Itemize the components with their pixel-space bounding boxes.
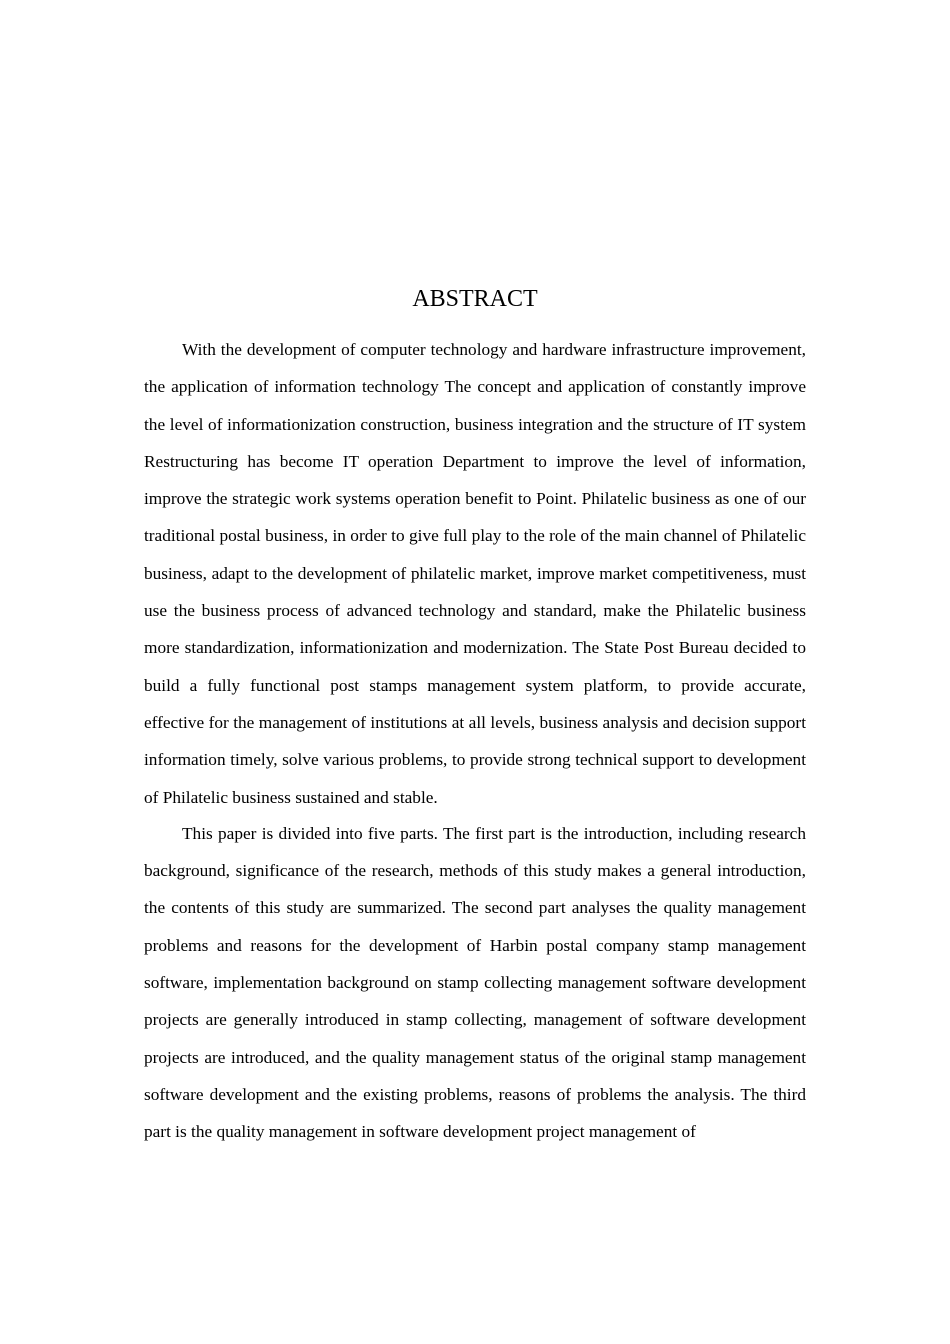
abstract-paragraph-1: With the development of computer technology and hardware infrastructure improvement, the application of information technology The concept and application of constantly improve the level of informationization construction, business integration and the structure of IT system Restructuring has become IT operation Department to improve the level of information, improve the strategic work systems operation benefit to Point. Philatelic business as one of our traditional postal business, in order to give full play to the role of the main channel of Philatelic business, adapt to the development of philatelic market, improve market competitiveness, must use the business process of advanced technology and standard, make the Philatelic business more standardization, informationization and modernization. The State Post Bureau decided to build a fully functional post stamps management system platform, to provide accurate, effective for the management of institutions at all levels, business analysis and decision support information timely, solve various problems, to provide strong technical support to development of Philatelic business sustained and stable. <box>144 340 806 807</box>
abstract-heading: ABSTRACT <box>412 286 538 312</box>
abstract-paragraph-2: This paper is divided into five parts. The first part is the introduction, including research background, significance of the research, methods of this study makes a general introduction, the contents of this study are summarized. The second part analyses the quality management problems and reasons for the development of Harbin postal company stamp management software, implementation background on stamp collecting management software development projects are generally introduced in stamp collecting, management of software development projects are introduced, and the quality management status of the original stamp management software development and the existing problems, reasons of problems the analysis. The third part is the quality management in software development project management of <box>144 823 806 1142</box>
abstract-body <box>144 331 806 1151</box>
